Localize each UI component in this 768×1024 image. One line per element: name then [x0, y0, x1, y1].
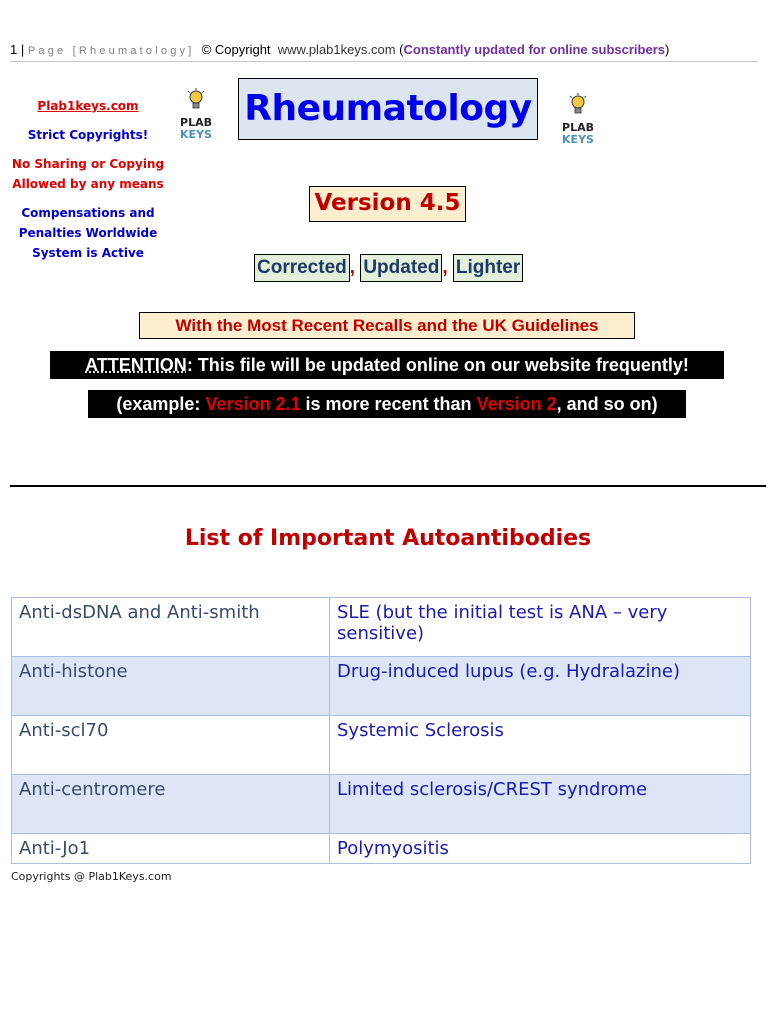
attention-text: : This file will be updated online on our website frequently!: [186, 355, 689, 375]
copyright-notice: [8, 96, 168, 263]
example-version-new: Version 2.1: [205, 394, 301, 414]
header-separator: |: [20, 42, 25, 57]
condition-cell: Drug-induced lupus (e.g. Hydralazine): [330, 657, 751, 716]
logo-keys-text: KEYS: [562, 133, 594, 146]
document-title: Rheumatology: [244, 88, 532, 129]
page-footer: Copyrights @ Plab1Keys.com: [11, 870, 172, 883]
section-title: List of Important Autoantibodies: [184, 526, 592, 551]
antibody-cell: Anti-scl70: [12, 716, 330, 775]
table-row: [12, 657, 751, 716]
lightbulb-icon: [567, 93, 589, 117]
example-mid: is more recent than: [300, 394, 477, 414]
tag-updated: Updated: [360, 254, 442, 282]
logo-plab-text: PLAB: [180, 116, 212, 129]
antibody-cell: Anti-centromere: [12, 775, 330, 834]
version-box: [309, 186, 466, 222]
page-number: 1: [10, 42, 18, 57]
table-row: [12, 598, 751, 657]
recalls-banner: With the Most Recent Recalls and the UK Guidelines: [139, 312, 635, 339]
version-label: Version 4.5: [314, 190, 461, 216]
plab-keys-logo-left: [174, 88, 218, 141]
tag-separator: ,: [349, 257, 356, 278]
example-prefix: (example:: [116, 394, 206, 414]
example-suffix: , and so on): [556, 394, 658, 414]
status-tags: [254, 254, 523, 282]
notice-no-sharing-2: Allowed by any means: [12, 177, 164, 191]
example-version-old: Version 2: [476, 394, 557, 414]
notice-comp-1: Compensations and: [21, 206, 155, 220]
attention-label: ATTENTION: [85, 355, 187, 375]
condition-cell: SLE (but the initial test is ANA – very sensitive): [330, 598, 751, 657]
lightbulb-icon: [185, 88, 207, 112]
tag-corrected: Corrected: [254, 254, 350, 282]
notice-strict: Strict Copyrights!: [27, 128, 149, 142]
section-divider: [10, 485, 766, 487]
copyright-text: © Copyright: [201, 42, 271, 57]
header-site-link[interactable]: www.plab1keys.com: [277, 42, 396, 57]
tag-lighter: Lighter: [453, 254, 523, 282]
table-row: [12, 716, 751, 775]
table-row: [12, 834, 751, 864]
notice-comp-2: Penalties Worldwide: [18, 226, 158, 240]
antibody-cell: Anti-Jo1: [12, 834, 330, 864]
condition-cell: Systemic Sclerosis: [330, 716, 751, 775]
example-banner: [88, 390, 686, 418]
notice-no-sharing-1: No Sharing or Copying: [11, 157, 165, 171]
plab-keys-logo-right: [556, 93, 600, 146]
logo-plab-text: PLAB: [562, 121, 594, 134]
table-row: [12, 775, 751, 834]
attention-banner: [50, 351, 724, 379]
condition-cell: Polymyositis: [330, 834, 751, 864]
page-header: 1 | Page [Rheumatology] © Copyright www.plab1keys.com (Constantly updated for online subscribers): [10, 42, 758, 62]
notice-site-link[interactable]: Plab1keys.com: [37, 99, 139, 113]
condition-cell: Limited sclerosis/CREST syndrome: [330, 775, 751, 834]
logo-keys-text: KEYS: [180, 128, 212, 141]
page-label: Page [Rheumatology]: [27, 45, 195, 57]
tag-separator: ,: [442, 257, 448, 278]
antibody-cell: Anti-histone: [12, 657, 330, 716]
autoantibodies-table: [11, 597, 751, 864]
notice-comp-3: System is Active: [32, 246, 144, 260]
antibody-cell: Anti-dsDNA and Anti-smith: [12, 598, 330, 657]
subscriber-note: Constantly updated for online subscribers: [403, 42, 665, 57]
document-title-box: [238, 78, 538, 140]
